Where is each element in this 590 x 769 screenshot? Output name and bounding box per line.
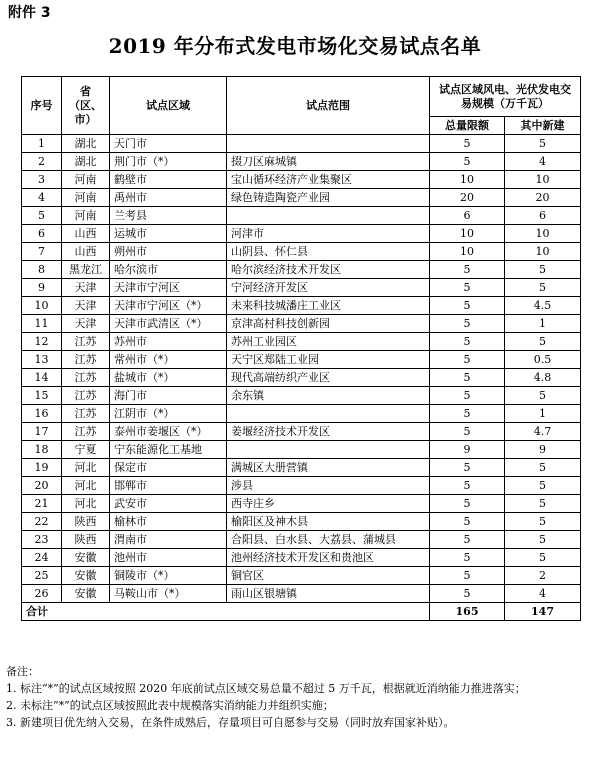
table-row — [22, 369, 581, 387]
row-new: 4.8 — [505, 369, 581, 387]
table-row — [22, 441, 581, 459]
row-scope: 哈尔滨经济技术开发区 — [227, 261, 430, 279]
table-row — [22, 477, 581, 495]
row-no: 8 — [22, 261, 62, 279]
row-no: 14 — [22, 369, 62, 387]
row-scope: 宁河经济开发区 — [227, 279, 430, 297]
row-new: 6 — [505, 207, 581, 225]
row-scope: 余东镇 — [227, 387, 430, 405]
row-province: 河南 — [62, 189, 110, 207]
row-new: 10 — [505, 225, 581, 243]
row-province: 陕西 — [62, 513, 110, 531]
row-province: 江苏 — [62, 387, 110, 405]
row-area: 马鞍山市（*） — [110, 585, 227, 603]
table-row — [22, 459, 581, 477]
table-row — [22, 261, 581, 279]
total-row — [22, 603, 581, 621]
row-new: 5 — [505, 513, 581, 531]
total-limit: 165 — [430, 603, 505, 621]
row-province: 江苏 — [62, 405, 110, 423]
row-no: 10 — [22, 297, 62, 315]
row-scope: 榆阳区及神木县 — [227, 513, 430, 531]
row-new: 5 — [505, 261, 581, 279]
row-total: 10 — [430, 171, 505, 189]
row-total: 5 — [430, 531, 505, 549]
attachment-label: 附件 3 — [8, 5, 51, 21]
row-total: 5 — [430, 585, 505, 603]
row-no: 6 — [22, 225, 62, 243]
row-no: 17 — [22, 423, 62, 441]
row-total: 5 — [430, 477, 505, 495]
row-scope: 山阴县、怀仁县 — [227, 243, 430, 261]
row-new: 5 — [505, 459, 581, 477]
row-area: 苏州市 — [110, 333, 227, 351]
row-new: 4 — [505, 153, 581, 171]
table-row — [22, 135, 581, 153]
row-new: 9 — [505, 441, 581, 459]
table-row — [22, 495, 581, 513]
row-province: 陕西 — [62, 531, 110, 549]
row-province: 河北 — [62, 477, 110, 495]
row-area: 天津市武清区（*） — [110, 315, 227, 333]
note-1: 1. 标注“*”的试点区域按照 2020 年底前试点区域交易总量不超过 5 万千瓦，根据就近消纳能力推进落实； — [6, 682, 526, 695]
row-scope: 未来科技城潘庄工业区 — [227, 297, 430, 315]
row-total: 5 — [430, 333, 505, 351]
row-area: 哈尔滨市 — [110, 261, 227, 279]
row-province: 湖北 — [62, 135, 110, 153]
row-total: 5 — [430, 459, 505, 477]
row-area: 保定市 — [110, 459, 227, 477]
row-area: 武安市 — [110, 495, 227, 513]
row-province: 河北 — [62, 459, 110, 477]
row-new: 10 — [505, 243, 581, 261]
header-total: 总量限额 — [430, 117, 505, 135]
row-area: 禹州市 — [110, 189, 227, 207]
row-new: 4.5 — [505, 297, 581, 315]
row-area: 渭南市 — [110, 531, 227, 549]
row-total: 9 — [430, 441, 505, 459]
row-province: 黑龙江 — [62, 261, 110, 279]
pilot-list-table — [21, 76, 581, 621]
row-new: 0.5 — [505, 351, 581, 369]
table-row — [22, 531, 581, 549]
total-new: 147 — [505, 603, 581, 621]
row-total: 5 — [430, 549, 505, 567]
row-area: 荆门市（*） — [110, 153, 227, 171]
row-scope: 满城区大册营镇 — [227, 459, 430, 477]
row-new: 1 — [505, 405, 581, 423]
row-total: 5 — [430, 423, 505, 441]
row-no: 23 — [22, 531, 62, 549]
row-no: 16 — [22, 405, 62, 423]
table-row — [22, 585, 581, 603]
row-total: 5 — [430, 315, 505, 333]
row-scope: 现代高端纺织产业区 — [227, 369, 430, 387]
row-area: 海门市 — [110, 387, 227, 405]
row-no: 7 — [22, 243, 62, 261]
row-new: 2 — [505, 567, 581, 585]
row-area: 宁东能源化工基地 — [110, 441, 227, 459]
row-total: 5 — [430, 261, 505, 279]
table-row — [22, 279, 581, 297]
table-row — [22, 207, 581, 225]
row-new: 10 — [505, 171, 581, 189]
row-scope — [227, 405, 430, 423]
table-row — [22, 549, 581, 567]
row-scope: 铜官区 — [227, 567, 430, 585]
row-area: 泰州市姜堰区（*） — [110, 423, 227, 441]
row-no: 24 — [22, 549, 62, 567]
row-no: 5 — [22, 207, 62, 225]
row-scope — [227, 441, 430, 459]
table-row — [22, 315, 581, 333]
row-scope: 河津市 — [227, 225, 430, 243]
row-province: 江苏 — [62, 333, 110, 351]
row-no: 13 — [22, 351, 62, 369]
row-no: 22 — [22, 513, 62, 531]
row-total: 6 — [430, 207, 505, 225]
row-area: 朔州市 — [110, 243, 227, 261]
row-province: 河北 — [62, 495, 110, 513]
row-province: 江苏 — [62, 369, 110, 387]
row-new: 20 — [505, 189, 581, 207]
row-no: 9 — [22, 279, 62, 297]
row-area: 鹤壁市 — [110, 171, 227, 189]
table-row — [22, 567, 581, 585]
row-no: 15 — [22, 387, 62, 405]
row-new: 4.7 — [505, 423, 581, 441]
note-3: 3. 新建项目优先纳入交易，在条件成熟后，存量项目可自愿参与交易（同时放弃国家补贴）。 — [6, 716, 455, 729]
row-total: 5 — [430, 135, 505, 153]
row-province: 安徽 — [62, 549, 110, 567]
row-no: 12 — [22, 333, 62, 351]
row-no: 4 — [22, 189, 62, 207]
row-no: 20 — [22, 477, 62, 495]
row-area: 天门市 — [110, 135, 227, 153]
row-total: 5 — [430, 405, 505, 423]
row-area: 榆林市 — [110, 513, 227, 531]
row-new: 5 — [505, 549, 581, 567]
row-new: 5 — [505, 279, 581, 297]
table-row — [22, 333, 581, 351]
row-scope: 京津高村科技创新园 — [227, 315, 430, 333]
row-area: 邯郸市 — [110, 477, 227, 495]
table-row — [22, 513, 581, 531]
table-row — [22, 153, 581, 171]
row-total: 10 — [430, 225, 505, 243]
total-label: 合计 — [22, 603, 430, 621]
row-scope: 雨山区银塘镇 — [227, 585, 430, 603]
row-area: 天津市宁河区（*） — [110, 297, 227, 315]
row-area: 池州市 — [110, 549, 227, 567]
row-scope: 池州经济技术开发区和贵池区 — [227, 549, 430, 567]
note-2: 2. 未标注“*”的试点区域按照此表中规模落实消纳能力并组织实施； — [6, 699, 334, 712]
table-body — [22, 135, 581, 603]
row-area: 江阴市（*） — [110, 405, 227, 423]
table-row — [22, 243, 581, 261]
row-new: 5 — [505, 495, 581, 513]
row-area: 天津市宁河区 — [110, 279, 227, 297]
row-total: 10 — [430, 243, 505, 261]
row-new: 5 — [505, 135, 581, 153]
table-row — [22, 387, 581, 405]
row-province: 天津 — [62, 297, 110, 315]
header-area: 试点区域 — [110, 77, 227, 135]
notes-section — [6, 663, 586, 731]
row-no: 3 — [22, 171, 62, 189]
row-scope — [227, 135, 430, 153]
header-new: 其中新建 — [505, 117, 581, 135]
row-new: 5 — [505, 531, 581, 549]
row-province: 河南 — [62, 207, 110, 225]
row-province: 江苏 — [62, 423, 110, 441]
row-scope: 西寺庄乡 — [227, 495, 430, 513]
row-area: 盐城市（*） — [110, 369, 227, 387]
row-new: 5 — [505, 333, 581, 351]
row-province: 天津 — [62, 315, 110, 333]
row-scope: 苏州工业园区 — [227, 333, 430, 351]
table-row — [22, 171, 581, 189]
row-total: 5 — [430, 297, 505, 315]
row-scope: 掇刀区麻城镇 — [227, 153, 430, 171]
row-no: 19 — [22, 459, 62, 477]
row-province: 山西 — [62, 225, 110, 243]
row-province: 湖北 — [62, 153, 110, 171]
header-no: 序号 — [22, 77, 62, 135]
table-row — [22, 189, 581, 207]
row-no: 11 — [22, 315, 62, 333]
row-scope: 宝山循环经济产业集聚区 — [227, 171, 430, 189]
row-total: 20 — [430, 189, 505, 207]
row-no: 2 — [22, 153, 62, 171]
table-row — [22, 225, 581, 243]
row-area: 兰考县 — [110, 207, 227, 225]
page-title: 2019 年分布式发电市场化交易试点名单 — [108, 34, 482, 58]
table-row — [22, 405, 581, 423]
row-scope — [227, 207, 430, 225]
row-province: 天津 — [62, 279, 110, 297]
row-new: 4 — [505, 585, 581, 603]
row-area: 常州市（*） — [110, 351, 227, 369]
row-total: 5 — [430, 567, 505, 585]
row-total: 5 — [430, 495, 505, 513]
row-area: 铜陵市（*） — [110, 567, 227, 585]
header-scale: 试点区域风电、光伏发电交易规模（万千瓦） — [430, 77, 581, 117]
row-area: 运城市 — [110, 225, 227, 243]
table-row — [22, 297, 581, 315]
row-no: 26 — [22, 585, 62, 603]
row-no: 18 — [22, 441, 62, 459]
row-total: 5 — [430, 513, 505, 531]
notes-heading: 备注： — [6, 665, 39, 678]
row-new: 5 — [505, 477, 581, 495]
row-total: 5 — [430, 387, 505, 405]
row-province: 宁夏 — [62, 441, 110, 459]
table-row — [22, 423, 581, 441]
row-no: 1 — [22, 135, 62, 153]
row-province: 江苏 — [62, 351, 110, 369]
row-scope: 涉县 — [227, 477, 430, 495]
row-scope: 姜堰经济技术开发区 — [227, 423, 430, 441]
row-no: 25 — [22, 567, 62, 585]
row-province: 河南 — [62, 171, 110, 189]
table-row — [22, 351, 581, 369]
row-new: 5 — [505, 387, 581, 405]
row-total: 5 — [430, 279, 505, 297]
row-scope: 天宁区郑陆工业园 — [227, 351, 430, 369]
row-province: 山西 — [62, 243, 110, 261]
row-scope: 绿色铸造陶瓷产业园 — [227, 189, 430, 207]
row-province: 安徽 — [62, 585, 110, 603]
row-scope: 合阳县、白水县、大荔县、蒲城县 — [227, 531, 430, 549]
header-scope: 试点范围 — [227, 77, 430, 135]
row-total: 5 — [430, 351, 505, 369]
row-province: 安徽 — [62, 567, 110, 585]
header-province: 省（区、市） — [62, 77, 110, 135]
row-total: 5 — [430, 153, 505, 171]
row-new: 1 — [505, 315, 581, 333]
row-total: 5 — [430, 369, 505, 387]
row-no: 21 — [22, 495, 62, 513]
